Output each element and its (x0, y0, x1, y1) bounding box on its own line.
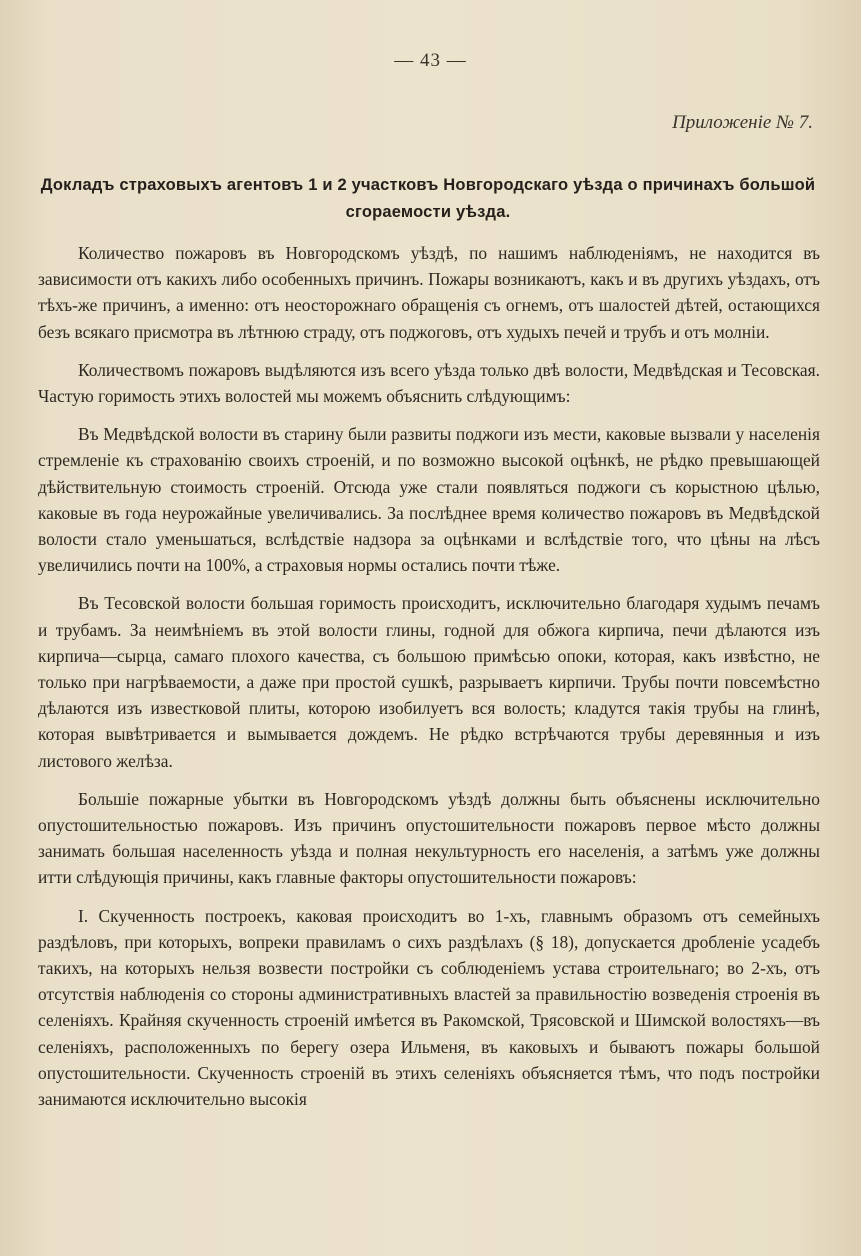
paragraph: Въ Тесовской волости большая горимость происходитъ, исключительно благодаря худымъ печамъ и трубамъ. За неимѣніемъ въ этой волости глины, годной для обжога кирпича, печи дѣлаются изъ кирпича—сырца, самаго плохого качества, съ большою примѣсью опоки, которая, какъ извѣстно, не только при нагрѣваемости, а даже при простой сушкѣ, разрываетъ кирпичи. Трубы почти повсемѣстно дѣлаются изъ известковой плиты, которою изобилуетъ вся волость; кладутся такія трубы на глинѣ, которая вывѣтривается и вымывается дождемъ. Не рѣдко встрѣчаются трубы деревянныя и изъ листового желѣза. (38, 593, 820, 771)
report-body (38, 240, 820, 1124)
paragraph: Въ Медвѣдской волости въ старину были развиты поджоги изъ мести, каковые вызвали у населенія стремленіе къ страхованію своихъ строеній, и по возможно высокой оцѣнкѣ, не рѣдко превышающей дѣйствительную стоимость строеній. Отсюда уже стали появляться поджоги съ корыстною цѣлью, каковые въ года неурожайные увеличивались. За послѣднее время количество пожаровъ въ Медвѣдской волости стало уменьшаться, вслѣдствіе надзора за оцѣнками и вслѣдствіе того, что цѣны на лѣсъ увеличились почти на 100%, а страховыя нормы остались почти тѣже. (38, 424, 820, 576)
paragraph: Количество пожаровъ въ Новгородскомъ уѣздѣ, по нашимъ наблюденіямъ, не находится въ зависимости отъ какихъ либо особенныхъ причинъ. Пожары возникаютъ, какъ и въ другихъ уѣздахъ, отъ тѣхъ-же причинъ, а именно: отъ неосторожнаго обращенія съ огнемъ, отъ шалостей дѣтей, остающихся безъ всякаго присмотра въ лѣтнюю страду, отъ поджоговъ, отъ худыхъ печей и трубъ и отъ молніи. (38, 243, 820, 342)
paragraph: Большіе пожарные убытки въ Новгородскомъ уѣздѣ должны быть объяснены исключительно опустошительностью пожаровъ. Изъ причинъ опустошительности пожаровъ первое мѣсто должны занимать большая населенность уѣзда и полная некультурность его населенія, а затѣмъ уже должны итти слѣдующія причины, какъ главные факторы опустошительности пожаровъ: (38, 788, 820, 888)
paragraph: Количествомъ пожаровъ выдѣляются изъ всего уѣзда только двѣ волости, Медвѣдская и Тесовская. Частую горимость этихъ волостей мы можемъ объяснить слѣдующимъ: (38, 359, 820, 407)
paragraph: I. Скученность построекъ, каковая происходитъ во 1-хъ, главнымъ образомъ отъ семейныхъ раздѣловъ, при которыхъ, вопреки правиламъ о сихъ раздѣлахъ (§ 18), допускается дробленіе усадебъ такихъ, на которыхъ нельзя возвести постройки съ соблюденіемъ устава строительнаго; во 2-хъ, отъ отсутствія наблюденія со стороны административныхъ властей за правильностію возведенія строенія въ селеніяхъ. Крайняя скученность строеній имѣется въ Ракомской, Трясовской и Шимской волостяхъ—въ селеніяхъ, расположенныхъ по берегу озера Ильменя, въ каковыхъ и бываютъ пожары большой опустошительности. Скученность строеній въ этихъ селеніяхъ объясняется тѣмъ, что подъ постройки занимаются исключительно высокія (38, 905, 820, 1110)
appendix-label: Приложеніе № 7. (672, 112, 813, 133)
report-title: Докладъ страховыхъ агентовъ 1 и 2 участковъ Новгородскаго уѣзда о причинахъ большой сгораемости уѣзда. (40, 176, 816, 221)
page-number: — 43 — (394, 50, 467, 71)
